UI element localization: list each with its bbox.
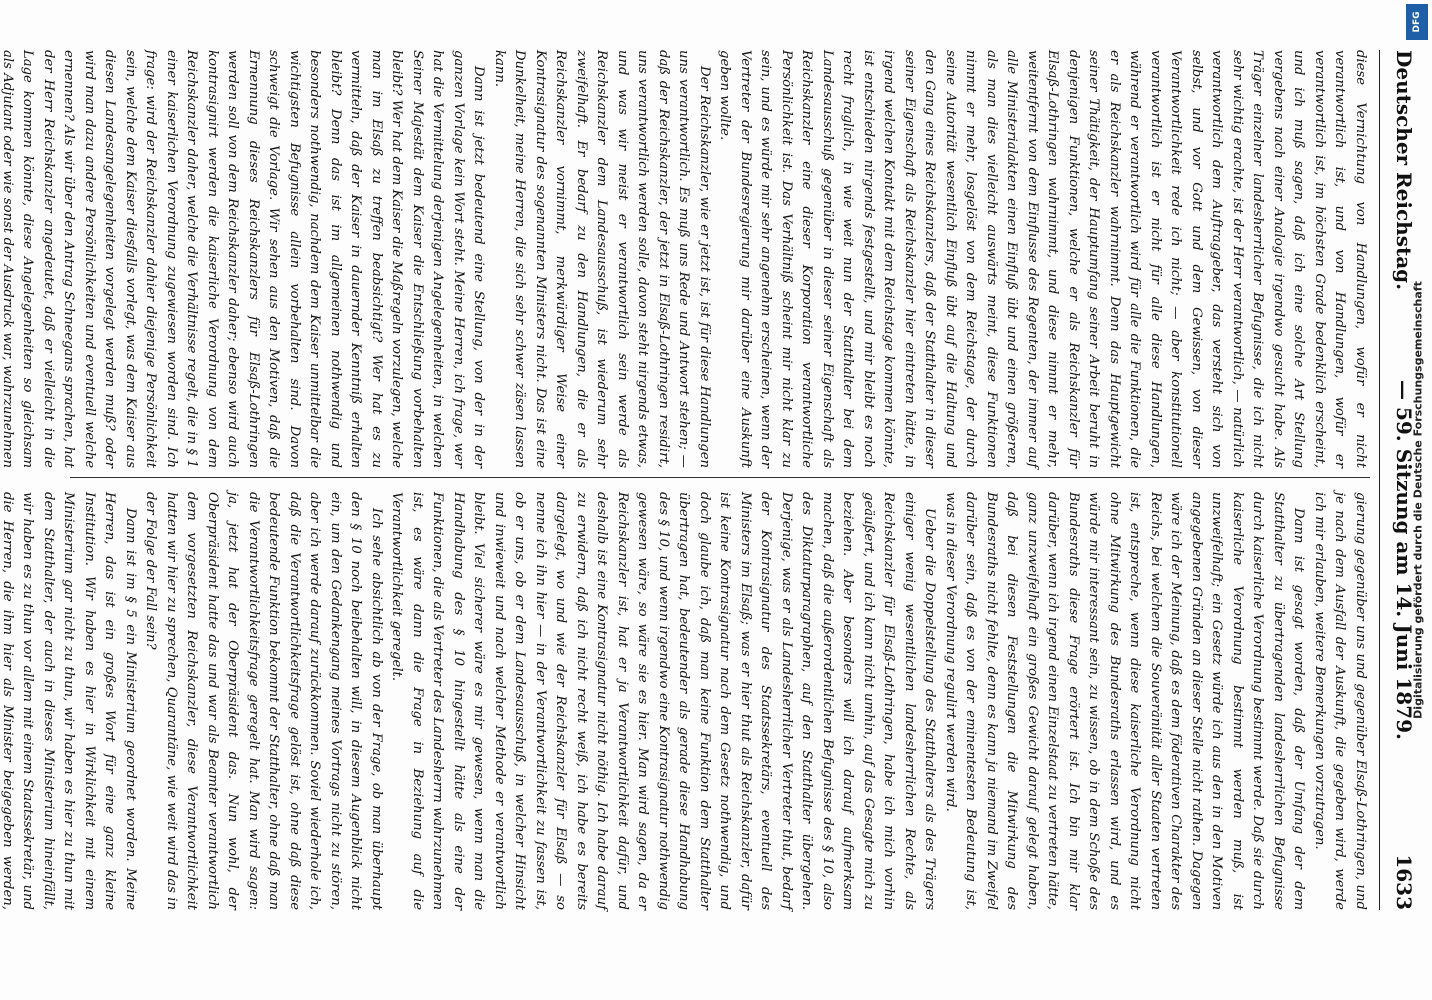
paragraph: diese Vernichtung von Handlungen, wofür er nicht verantwortlich ist, und von Handlungen, wofür er verantwortlich ist, im höchsten Grade bedenklich erscheint, und ich muß sagen, daß ich eine solche Art Stellung vergebens nach einer Analogie irgendwo gesucht habe. Als Träger einzelner landesherrlicher Befugnisse, die ich nicht sehr wichtig erachte, ist der Herr verantwortlich, — natürlich verantwortlich dem Auftraggeber, das versteht sich von selbst, und vor Gott und dem Gewissen, von dieser Verantwortlichkeit rede ich nicht; — aber konstitutionell verantwortlich ist er nicht für alle diese Handlungen, während er verantwortlich wird für alle die Funktionen, die er als Reichskanzler wahrnimmt. Denn das Hauptgewicht seiner Thätigkeit, der Hauptumfang seiner Arbeit beruht in denjenigen Funktionen, welche er als Reichskanzler für Elsaß-Lothringen wahrnimmt, und diese nimmt er mehr, weitentfernt von dem Einflusse des Regenten, der immer auf alle Ministerialakten einen Einfluß übt und einen größeren, als man dies vielleicht auswärts meint, diese Funktionen nimmt er mehr, losgelöst von dem Reichstage, der durch seine Autorität wesentlich Einfluß übt auf die Haltung und den Gang eines Reichskanzlers, daß der Statthalter in dieser seiner Eigenschaft als Reichskanzler hier eintreten hätte, in irgend welchen Kontakt mit dem Reichstage kommen könnte, ist entschieden nirgends festgestellt, und mir bleibt es noch recht fraglich, in wie weit nun der Statthalter bei dem Landesausschuß gegenüber in dieser seiner Eigenschaft als Reichskanzler eine dieser Korporation verantwortliche Persönlichkeit ist. Das Verhältniß scheint mir nicht klar zu sein, und es würde mir sehr angenehm erscheinen, wenn der Vertreter der Bundesregierung mir darüber eine Auskunft geben wollte.: [717, 50, 1368, 468]
publication-title: Deutscher Reichstag.: [1392, 50, 1416, 291]
paragraph: Ueber die Doppelstellung des Statthalters als des Trägers einiger wenig wesentlichen landesherrlichen Rechte, als Reichskanzler für Elsaß-Lothringen, habe ich mich vorhin geäußert, und ich kann nicht umhin, auf das Gesagte mich zu beziehen. Aber besonders will ich darauf aufmerksam machen, daß die außerordentlichen Befugnisse des § 10, also des Diktaturparagraphen, auf den Statthalter übergehen. Derjenige, was er als Landesherrlicher Vertreter thut, bedarf der Kontrasignatur des Staatssekretärs, eventuell des Ministers im Elsaß; was er hier thut als Reichskanzler, dafür ist keine Kontrasignatur nach dem Gesetz nothwendig, und doch glaube ich, daß man keine Funktion dem Statthalter übertragen hat, bedeutender als gerade diese Handhabung des § 10, und wenn irgendwo eine Kontrasignatur nothwendig gewesen wäre, so wäre sie es hier. Man wird sagen, da er Reichskanzler ist, hat er ja Verantwortlichkeit dafür, und deshalb ist eine Kontrasignatur nicht nöthig. Ich habe darauf zu erwidern, daß ich nicht recht weiß, ich habe es bereits dargelegt, wo und wie der Reichskanzler für Elsaß — so nenne ich ihn hier — in der Verantwortlichkeit zu fassen ist, ob er uns, ob er dem Landesausschuß, in welcher Hinsicht und inwieweit und nach welcher Methode er verantwortlich bleibt. Viel sicherer wäre es mir gewesen, wenn man die Handhabung des § 10 hingestellt hätte als eine der Funktionen, die als Vertreter des Landesherrn wahrzunehmen ist, es wäre dann die Frage in Beziehung auf die Verantwortlichkeit geregelt.: [389, 492, 938, 910]
left-column: [0, 50, 1370, 468]
dfg-credit: Digitalisierung gefördert durch die Deutsche Forschungsgemeinschaft: [1411, 281, 1425, 719]
page-number: 1633: [1392, 854, 1416, 910]
session-title: — 59. Sitzung am 14. Juni 1879.: [1392, 380, 1416, 740]
dfg-logo: DFG: [1406, 4, 1428, 40]
paragraph: Dann ist jetzt bedeutend eine Stellung, von der in der ganzen Vorlage kein Wort steht. Meine Herren, ich frage, wer hat die Vermittelung derjenigen Angelegenheiten, in welchen Seiner Majestät dem Kaiser die Entschließung vorbehalten bleibt? Wer hat dem Kaiser die Maßregeln vorzulegen, welche man im Elsaß zu treffen beabsichtigt? Wer hat es zu vermitteln, daß der Kaiser in dauernder Kenntniß erhalten bleibt? Denn das ist im allgemeinen nothwendig und besonders nothwendig, nachdem dem Kaiser unmittelbar die wichtigsten Befugnisse allein vorbehalten sind. Davon schweigt die Vorlage. Wir sehen aus den Motiven, daß die Ernennung dieses Reichskanzlers für Elsaß-Lothringen werden soll von dem Reichskanzler daher; ebenso wird auch kontrasignirt werden die kaiserliche Verordnung von dem Reichskanzler daher, welche die Verhältnisse regelt, die in § 1 einer kaiserlichen Verordnung zugewiesen worden sind. Ich frage: wird der Reichskanzler dahier diejenige Persönlichkeit sein, welche dem Kaiser diesfalls vorlegt, was dem Kaiser aus diesen Landesangelegenheiten vorgelegt werden muß? oder wird man dazu andere Persönlichkeiten und eventuell welche ernennen? Als wir über den Antrag Schneegans sprachen, hat der Herr Reichskanzler angedeutet, daß er vielleicht in die Lage kommen könnte, diese Angelegenheiten so gleichsam als Adjutant oder wie sonst der Ausdruck war, wahrzunehmen: [0, 50, 487, 468]
column-divider: [70, 477, 1370, 478]
right-column: [0, 492, 1370, 910]
paragraph: gierung gegenüber uns und gegenüber Elsaß-Lothringen, und je nach dem Ausfall der Auskunft, die gegeben wird, werde ich mir erlauben, weitere Bemerkungen vorzutragen.: [1312, 492, 1368, 910]
header-rule: [1379, 50, 1380, 910]
paragraph: Dann ist im § 5 ein Ministerium geordnet worden. Meine Herren, das ist ein großes Wort für eine ganz kleine Institution. Wir haben es hier in Wirklichkeit mit einem Ministerium gar nicht zu thun, wir haben es hier zu thun mit dem Statthalter, der auch in dieses Ministerium hineinfällt, wir haben es zu thun vor allem mit einem Staatssekretär, und die Herren, die ihm hier als Minister beigegeben werden,: [0, 492, 138, 910]
paragraph: Der Reichskanzler, wie er jetzt ist, ist für diese Handlungen uns verantwortlich. Es muß uns Rede und Antwort stehen; — daß der Reichskanzler, der jetzt in Elsaß-Lothringen residirt, uns verantwortlich werden solle, davon steht nirgends etwas, und was wir meist er verantwortlich sein werde als Reichskanzler dem Landesausschuß, ist wiederum sehr zweifelhaft. Er bedarf zu den Handlungen, die er als Reichskanzler vornimmt, merkwürdiger Weise einer Kontrasignatur des sogenannten Ministers nicht. Das ist eine Dunkelheit, meine Herren, die sich sehr schwer zäsen lassen kann.: [492, 50, 712, 468]
paragraph: Ich sehe absichtlich ab von der Frage, ob man überhaupt den § 10 noch beibehalten will, in diesem Augenblick nicht ein, um den Gedankengang meines Vortrags nicht zu stören, aber ich werde darauf zurückkommen. Soviel wiederhole ich, daß die Verantwortlichkeitsfrage gelöst ist, ohne daß diese bedeutende Funktion bekommt der Statthalter, ohne daß man die Verantwortlichkeitsfrage geregelt hat. Man wird sagen: ja, jetzt hat der Oberpräsident das. Nun wohl, der Oberpräsident hatte das und war als Beamter verantwortlich dem vorgesetzten Reichskanzler, diese Verantwortlichkeit hatten wir hier zu sprechen, Quarantäne, wie weit wird das in der Folge der Fall sein?: [143, 492, 384, 910]
paragraph: Dann ist gesagt worden, daß der Umfang der dem Statthalter zu übertragenden landesherrlichen Befugnisse durch kaiserliche Verordnung bestimmt werde. Daß sie durch kaiserliche Verordnung bestimmt werden muß, ist unzweifelhaft; ein Gesetz würde ich aus den in den Motiven angegebenen Gründen an dieser Stelle nicht rathen. Dagegen wäre ich der Meinung, daß es dem föderativen Charakter des Reichs, bei welchem die Souveränität aller Staaten vertreten ist, entspreche, wenn diese kaiserliche Verordnung nicht ohne Mitwirkung des Bundesraths erlassen wird, und es würde mir interessant sein, zu wissen, ob in dem Schoße des Bundesraths diese Frage erörtert ist. Ich bin mir klar darüber, wenn ich irgend einen Einzelstaat zu vertreten hätte, ganz unzweifelhaft ein großes Gewicht darauf gelegt haben, daß bei diesen Feststellungen die Mitwirkung des Bundesraths nicht fehlte, denn es kann ja niemand im Zweifel darüber sein, daß es von der eminentesten Bedeutung ist, was in dieser Verordnung regulirt werden wird.: [943, 492, 1307, 910]
